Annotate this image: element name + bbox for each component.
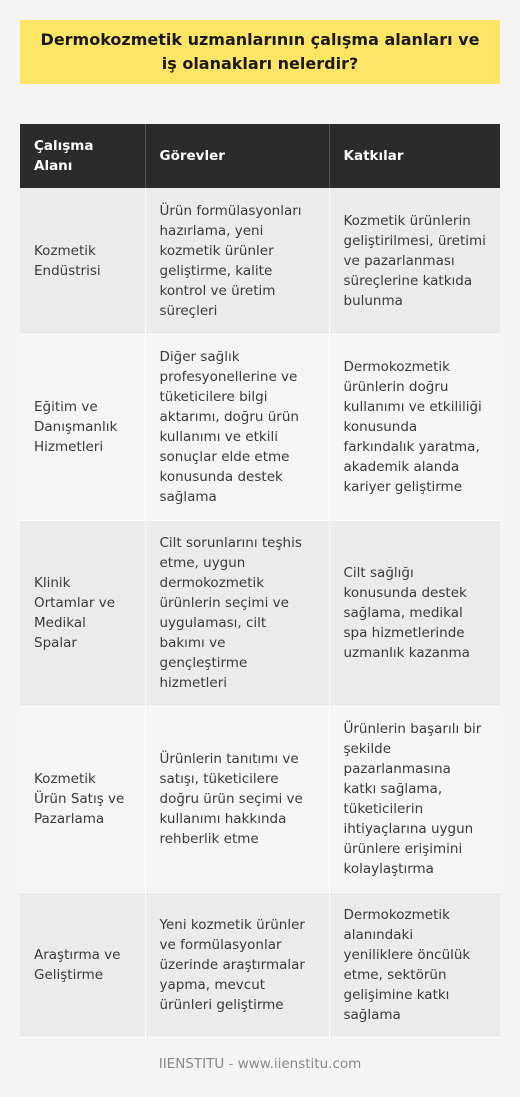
page-title: Dermokozmetik uzmanlarının çalışma alanları ve iş olanakları nelerdir? — [40, 30, 480, 73]
cell-contributions: Ürünlerin başarılı bir şekilde pazarlanmasına katkı sağlama, tüketicilerin ihtiyaçlarına uygun ürünlere erişimini kolaylaştırma — [329, 706, 500, 892]
table-row — [20, 188, 500, 334]
table-row — [20, 706, 500, 892]
cell-tasks: Diğer sağlık profesyonellerine ve tüketicilere bilgi aktarımı, doğru ürün kullanımı ve etkili sonuçlar elde etme konusunda destek sağlama — [145, 334, 329, 520]
footer-credit: IIENSTITU - www.iienstitu.com — [158, 1056, 362, 1072]
table-row — [20, 334, 500, 520]
cell-tasks: Cilt sorunlarını teşhis etme, uygun dermokozmetik ürünlerin seçimi ve uygulaması, cilt bakımı ve gençleştirme hizmetleri — [145, 520, 329, 706]
cell-contributions: Dermokozmetik alanındaki yeniliklere öncülük etme, sektörün gelişimine katkı sağlama — [329, 892, 500, 1037]
table-header-row — [20, 124, 500, 188]
career-table — [20, 124, 500, 1038]
header-area: Çalışma Alanı — [20, 124, 145, 188]
cell-area: Kozmetik Ürün Satış ve Pazarlama — [20, 706, 145, 892]
cell-area: Kozmetik Endüstrisi — [20, 188, 145, 334]
cell-contributions: Cilt sağlığı konusunda destek sağlama, medikal spa hizmetlerinde uzmanlık kazanma — [329, 520, 500, 706]
title-banner — [20, 20, 500, 84]
cell-tasks: Ürünlerin tanıtımı ve satışı, tüketicilere doğru ürün seçimi ve kullanımı hakkında rehberlik etme — [145, 706, 329, 892]
cell-contributions: Dermokozmetik ürünlerin doğru kullanımı ve etkililiği konusunda farkındalık yaratma, akademik alanda kariyer geliştirme — [329, 334, 500, 520]
cell-tasks: Ürün formülasyonları hazırlama, yeni kozmetik ürünler geliştirme, kalite kontrol ve üretim süreçleri — [145, 188, 329, 334]
table-row — [20, 520, 500, 706]
header-contributions: Katkılar — [329, 124, 500, 188]
cell-contributions: Kozmetik ürünlerin geliştirilmesi, üretimi ve pazarlanması süreçlerine katkıda bulunma — [329, 188, 500, 334]
cell-tasks: Yeni kozmetik ürünler ve formülasyonlar üzerinde araştırmalar yapma, mevcut ürünleri geliştirme — [145, 892, 329, 1037]
table-row — [20, 892, 500, 1037]
cell-area: Eğitim ve Danışmanlık Hizmetleri — [20, 334, 145, 520]
cell-area: Araştırma ve Geliştirme — [20, 892, 145, 1037]
cell-area: Klinik Ortamlar ve Medikal Spalar — [20, 520, 145, 706]
header-tasks: Görevler — [145, 124, 329, 188]
